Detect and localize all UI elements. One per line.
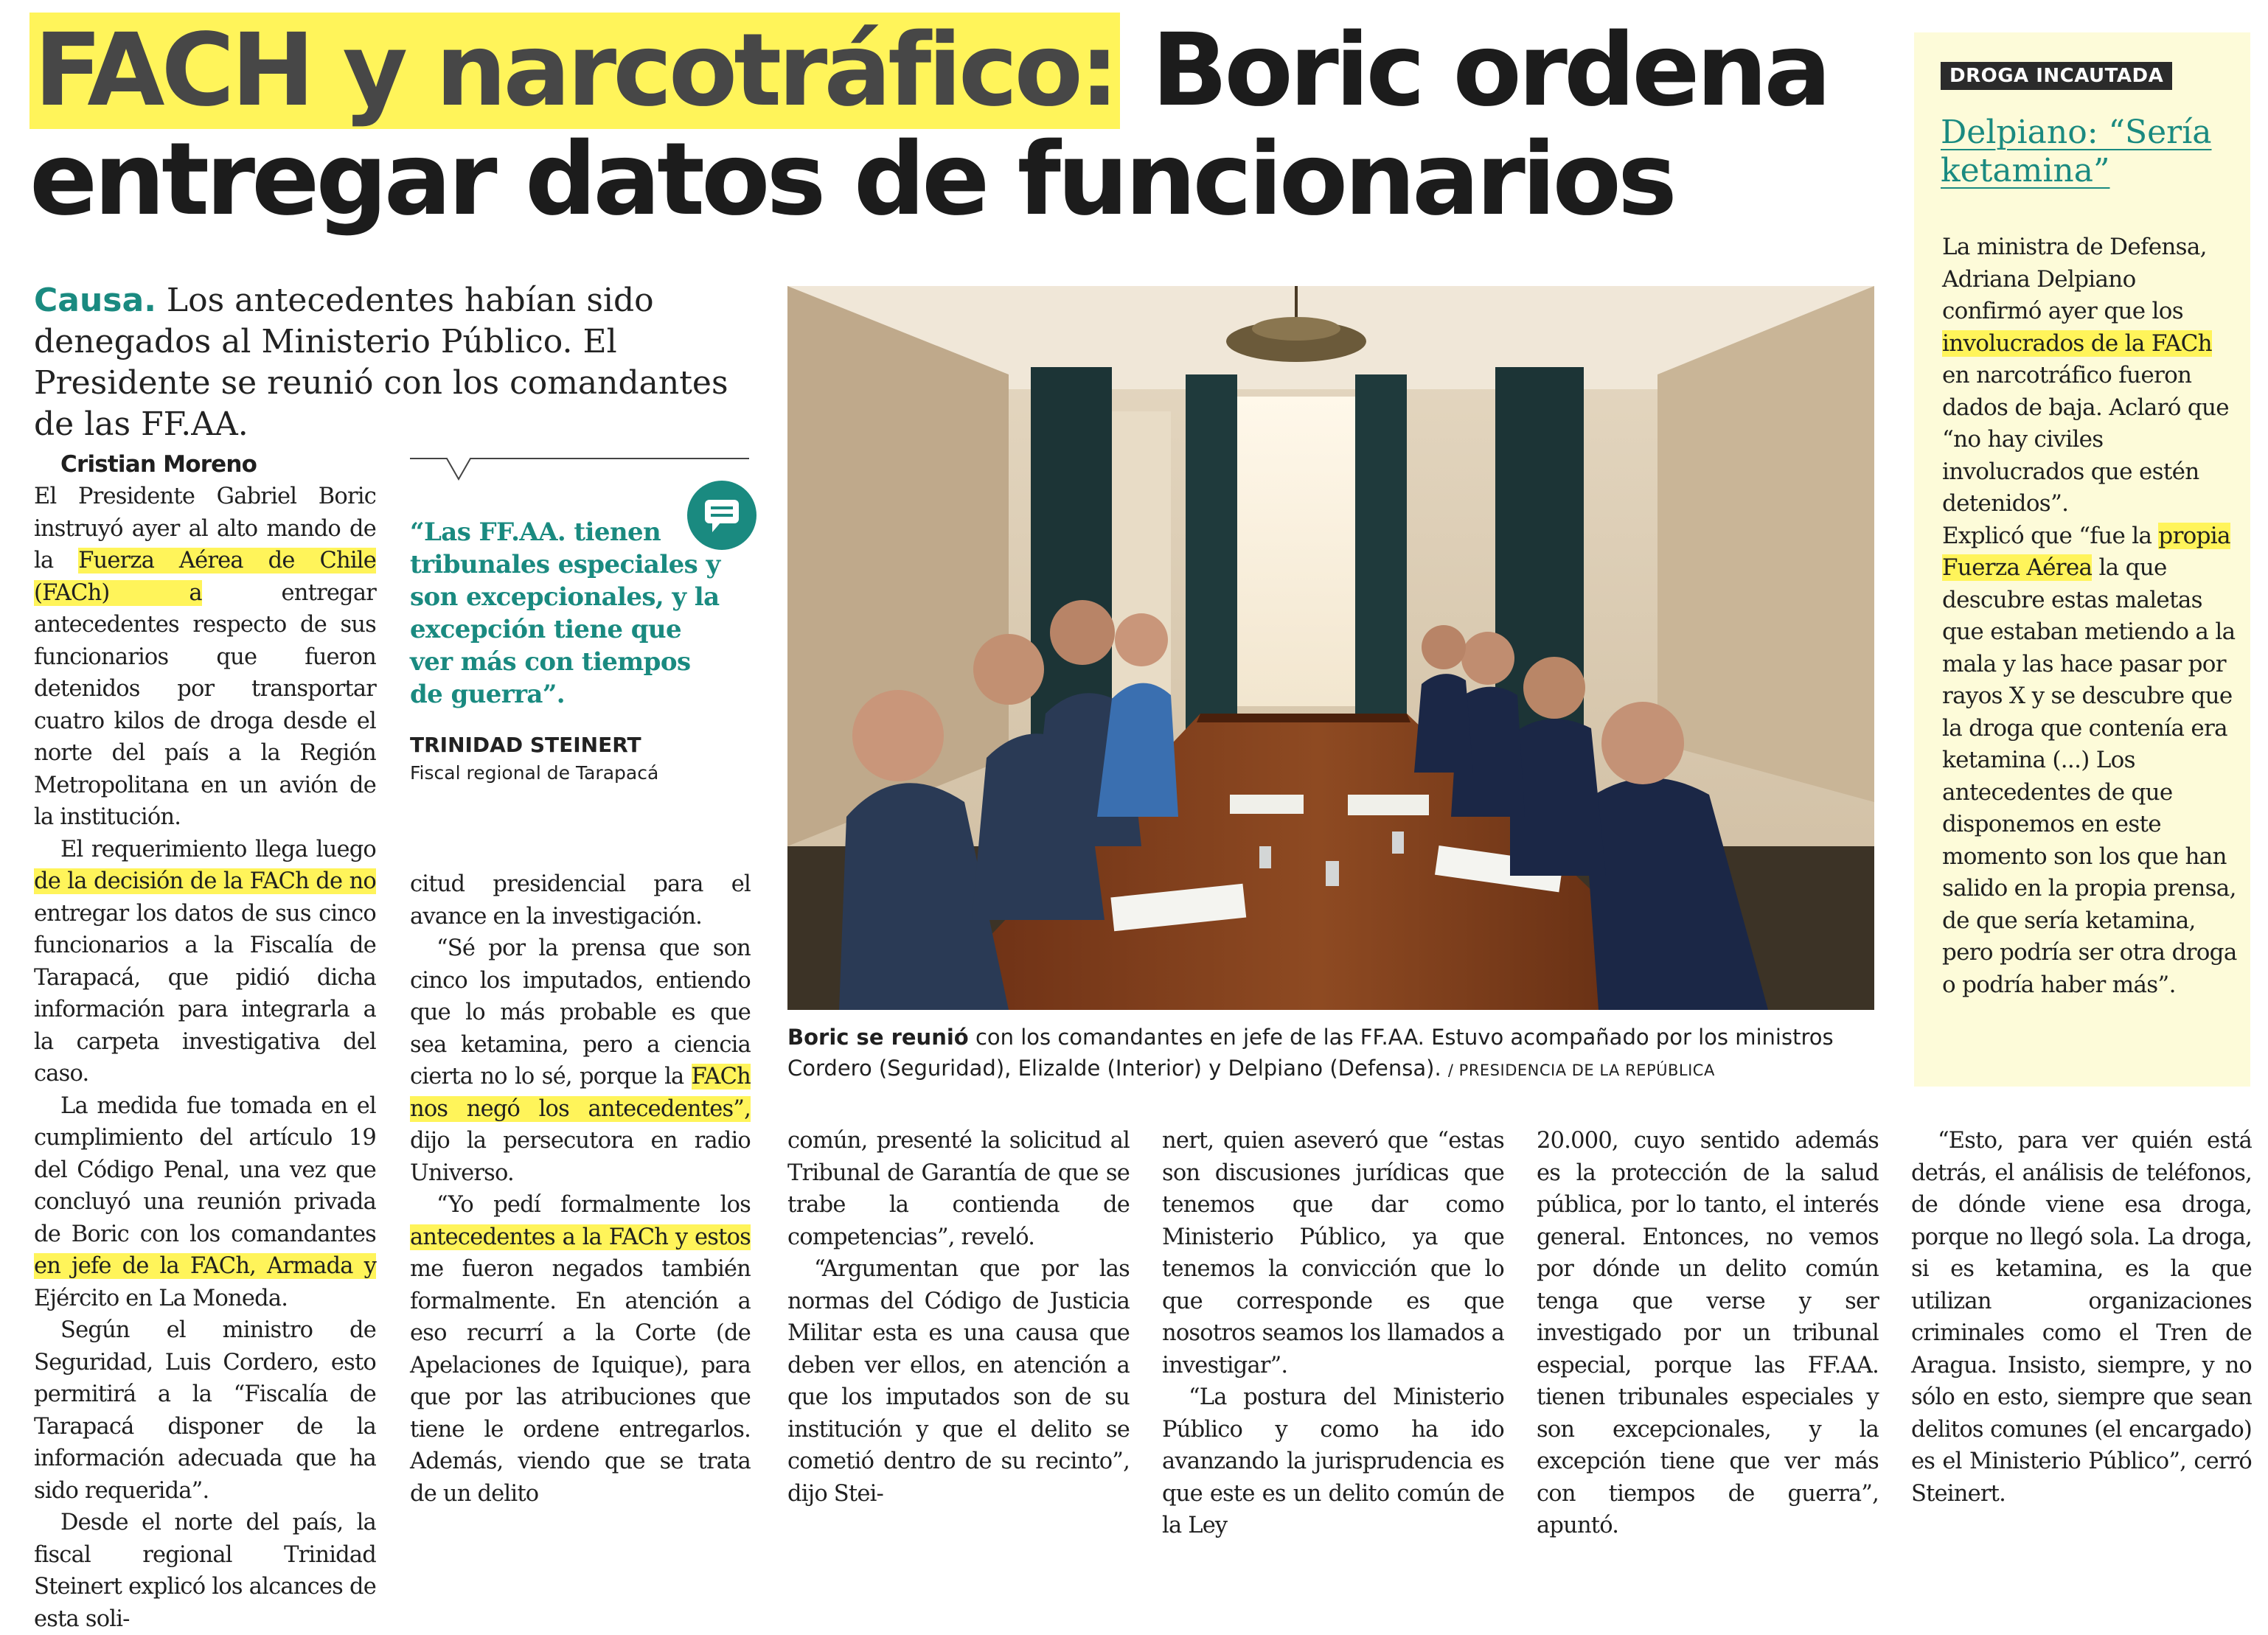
article-paragraph: citud presidencial para el avance en la investigación. bbox=[410, 871, 751, 930]
article-column-5 bbox=[1537, 1125, 1879, 1542]
sidebar-paragraph: Explicó que “fue la propia Fuerza Aérea la que descubre estas maletas que estaban metiendo a la mala y las hace pasar por rayos X y se descubre que la droga que contenía era ketamina (...) Los antecedentes de que disponemos en este momento son los que han salido en la propia prensa, de que sería ketamina, pero podría ser otra droga o podría haber más”. bbox=[1942, 522, 2237, 998]
article-paragraph: 20.000, cuyo sentido además es la protección de la salud pública, por lo tanto, el interés general. Entonces, no vemos por dónde un delito común tenga que verse y ser investigado por un tribunal especial, porque las FF.AA. tienen tribunales especiales y son excepcionales, y la excepción tiene que ver más con tiempos de guerra”, apuntó. bbox=[1537, 1128, 1879, 1538]
photo-caption-text: con los comandantes en jefe de las FF.AA. Estuvo acompañado por los ministros Cordero (Seguridad), Elizalde (Interior) y Delpiano (Defensa). bbox=[787, 1025, 1834, 1081]
article-paragraph: “Yo pedí formalmente los antecedentes a la FACh y estos me fueron negados también formalmente. En atención a eso recurrí a la Corte (de Apelaciones de Iquique), para que por las atribuciones que tiene le ordene entregarlos. Además, viendo que se trata de un delito bbox=[410, 1192, 751, 1507]
photo-credit: / PRESIDENCIA DE LA REPÚBLICA bbox=[1447, 1061, 1715, 1079]
pull-quote-author: TRINIDAD STEINERT bbox=[410, 733, 641, 757]
headline bbox=[29, 13, 1902, 238]
article-paragraph: “Sé por la prensa que son cinco los imputados, entiendo que lo más probable es que sea ketamina, pero a ciencia cierta no lo sé, porque la FACh nos negó los antecedentes”, dijo la persecutora en radio Universo. bbox=[410, 935, 751, 1186]
text-highlight: antecedentes a la FACh y estos bbox=[410, 1224, 751, 1250]
text-highlight: Fuerza Aérea de Chile (FACh) a bbox=[34, 548, 376, 606]
pull-quote bbox=[410, 453, 749, 799]
article-paragraph: “La postura del Ministerio Público y como ha ido avanzando la jurisprudencia es que este es un delito común de la Ley bbox=[1162, 1384, 1504, 1538]
article-column-6 bbox=[1911, 1125, 2252, 1510]
text-highlight: involucrados de la FACh bbox=[1942, 330, 2212, 357]
photo-caption-lead: Boric se reunió bbox=[787, 1025, 969, 1050]
sidebar-box bbox=[1914, 32, 2250, 1087]
article-column-4 bbox=[1162, 1125, 1504, 1542]
article-column-3 bbox=[787, 1125, 1130, 1510]
pull-quote-text: “Las FF.AA. tienen tribunales especiales y son excepcionales, y la excepción tiene que ver más con tiempos de guerra”. bbox=[410, 517, 720, 709]
deck-text: Los antecedentes habían sido denegados al Ministerio Público. El Presidente se reunió con los comandantes de las FF.AA. bbox=[34, 282, 728, 443]
sidebar-paragraph: La ministra de Defensa, Adriana Delpiano confirmó ayer que los involucrados de la FACh en narcotráfico fueron dados de baja. Aclaró que “no hay civiles involucrados que estén detenidos”. bbox=[1942, 234, 2229, 517]
article-column-2 bbox=[410, 868, 751, 1510]
text-highlight: de la decisión de la FACh de no bbox=[34, 868, 376, 894]
deck-kicker: Causa. bbox=[34, 282, 156, 319]
byline: Cristian Moreno bbox=[60, 451, 257, 478]
article-paragraph: “Esto, para ver quién está detrás, el análisis de teléfonos, de dónde viene esa droga, porque no llegó sola. La droga, si es ketamina, es la que utilizan organizaciones criminales como el Tren de Aragua. Insisto, siempre, y no sólo en esto, siempre que sean delitos comunes (el encargado) es el Ministerio Público”, cerró Steinert. bbox=[1911, 1128, 2252, 1507]
article-paragraph: Desde el norte del país, la fiscal regional Trinidad Steinert explicó los alcances de esta soli- bbox=[34, 1510, 376, 1632]
photo-caption bbox=[787, 1022, 1886, 1086]
article-paragraph: común, presenté la solicitud al Tribunal de Garantía de que se trabe la contienda de competencias”, reveló. bbox=[787, 1128, 1130, 1250]
article-paragraph: “Argumentan que por las normas del Código de Justicia Militar esta es una causa que deben ver ellos, en atención a que los imputados son de su institución y que el delito se cometió dentro de su recinto”, dijo Stei- bbox=[787, 1256, 1130, 1507]
article-paragraph: El requerimiento llega luego de la decisión de la FACh de no entregar los datos de sus cinco funcionarios a la Fiscalía de Tarapacá, que pidió dicha información para integrarla a la carpeta investigativa del caso. bbox=[34, 836, 376, 1087]
text-highlight: propia Fuerza Aérea bbox=[1942, 522, 2230, 581]
deck bbox=[34, 280, 749, 445]
article-paragraph: nert, quien aseveró que “estas son discusiones jurídicas que tenemos que dar como Ministerio Público, ya que tenemos la convicción que lo que corresponde es que nosotros seamos los llamados a investigar”. bbox=[1162, 1128, 1504, 1378]
headline-rest: Boric ordena entregar datos de funcionarios bbox=[29, 13, 1829, 238]
pull-quote-rule bbox=[410, 453, 749, 482]
article-paragraph: El Presidente Gabriel Boric instruyó ayer al alto mando de la Fuerza Aérea de Chile (FACh) a entregar antecedentes respecto de sus funcionarios que fueron detenidos por transportar cuatro kilos de droga desde el norte del país a la Región Metropolitana en un avión de la institución. bbox=[34, 484, 376, 830]
sidebar-tag: DROGA INCAUTADA bbox=[1941, 62, 2172, 90]
sidebar-title: Delpiano: “Sería ketamina” bbox=[1941, 114, 2212, 189]
text-highlight: FACh nos negó los antecedentes”, bbox=[410, 1064, 751, 1122]
text-highlight: en jefe de la FACh, Armada y bbox=[34, 1253, 376, 1279]
pull-quote-role: Fiscal regional de Tarapacá bbox=[410, 762, 659, 784]
headline-lead: FACH y narcotráfico: bbox=[29, 13, 1120, 129]
article-column-1 bbox=[34, 448, 376, 1635]
sidebar-body bbox=[1942, 231, 2240, 1001]
meeting-photo-image bbox=[787, 286, 1874, 1010]
meeting-photo bbox=[787, 286, 1874, 1010]
article-paragraph: Según el ministro de Seguridad, Luis Cordero, esto permitirá a la “Fiscalía de Tarapacá disponer de la información adecuada que ha sido requerida”. bbox=[34, 1317, 376, 1504]
article-paragraph: La medida fue tomada en el cumplimiento del artículo 19 del Código Penal, una vez que concluyó una reunión privada de Boric con los comandantes en jefe de la FACh, Armada y Ejército en La Moneda. bbox=[34, 1092, 376, 1311]
